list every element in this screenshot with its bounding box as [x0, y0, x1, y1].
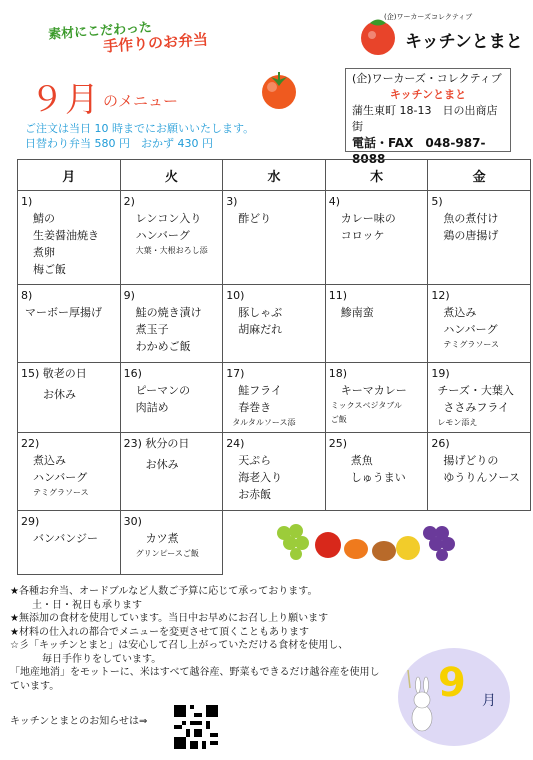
day-label: 19) [431, 367, 450, 380]
day-cell [428, 363, 531, 433]
menu-item: お休み [43, 388, 76, 401]
day-label: 1) [21, 195, 33, 208]
menu-item: カツ煮 [145, 532, 179, 545]
menu-note: テミグラソース [443, 340, 499, 349]
day-cell [325, 285, 428, 363]
day-cell [120, 191, 223, 285]
day-label: 23) 秋分の日 [123, 437, 190, 450]
menu-item: 煮卵 [33, 246, 55, 259]
day-cell [18, 285, 121, 363]
menu-item: レンコン入り [135, 212, 202, 225]
menu-item: 鮭の焼き漬け [135, 306, 202, 319]
badge-unit: 月 [482, 693, 496, 709]
day-label: 22) [21, 437, 40, 450]
menu-item: 天ぷら [238, 454, 272, 467]
day-cell [223, 363, 326, 433]
menu-item: ハンバーグ [33, 471, 88, 484]
week-row [18, 363, 531, 433]
day-label: 26) [431, 437, 450, 450]
logo-subtitle: (企)ワーカーズコレクティブ [384, 13, 473, 21]
tomato-icon [258, 68, 300, 110]
menu-item: ゆうりんソース [443, 471, 520, 484]
menu-item: 肉詰め [135, 401, 169, 414]
day-label: 24) [226, 437, 245, 450]
day-label: 4) [328, 195, 341, 208]
menu-note: テミグラソース [33, 488, 89, 497]
day-label: 15) 敬老の日 [21, 367, 87, 380]
order-notice [25, 121, 254, 151]
week-row [18, 191, 531, 285]
weekday-thu: 木 [325, 160, 428, 191]
contact-phone: 電話・FAX 048-987-8088 [352, 136, 486, 166]
note-line: ★無添加の食材を使用しています。当日中お早めにお召し上り願います [10, 613, 329, 624]
weekday-tue: 火 [120, 160, 223, 191]
day-cell [428, 285, 531, 363]
menu-item: 胡麻だれ [238, 323, 283, 336]
tagline-top: 素材にこだわった [47, 20, 153, 43]
menu-item: 煮魚 [350, 454, 373, 467]
tagline-main: 手作りのお弁当 [102, 30, 209, 56]
week-row [18, 433, 531, 511]
note-line: ☆彡「キッチンとまと」は安心して召し上がっていただける食材を使用し、 [10, 640, 349, 651]
week-row [18, 285, 531, 363]
note-line: ★材料の仕入れの都合でメニューを変更させて頂くこともあります [10, 626, 309, 638]
day-cell [223, 433, 326, 511]
notes-section [10, 585, 380, 693]
day-label: 9) [123, 289, 135, 302]
menu-item: わかめご飯 [135, 340, 191, 353]
menu-item: コロッケ [340, 229, 385, 242]
menu-item: 春巻き [238, 401, 272, 414]
day-cell [325, 433, 428, 511]
menu-item: 鯵南蛮 [340, 306, 374, 319]
menu-item: ハンバーグ [135, 229, 190, 242]
menu-calendar [17, 159, 531, 575]
day-label: 8) [21, 289, 33, 302]
day-label: 12) [431, 289, 450, 302]
day-cell [18, 511, 121, 575]
day-cell [223, 191, 326, 285]
day-cell [325, 191, 428, 285]
menu-item: お赤飯 [238, 488, 272, 501]
day-label: 2) [123, 195, 135, 208]
menu-item: 煮玉子 [135, 323, 169, 336]
day-label: 30) [123, 515, 142, 528]
menu-item: 煮込み [33, 454, 66, 467]
note-line: ています。 [10, 680, 60, 692]
contact-org: (企)ワーカーズ・コレクティブ [352, 72, 502, 85]
day-cell [18, 363, 121, 433]
qr-code-icon[interactable] [174, 705, 218, 749]
menu-item: 生姜醤油焼き [33, 229, 99, 242]
day-label: 16) [123, 367, 142, 380]
menu-item: 魚の煮付け [443, 212, 499, 225]
day-label: 25) [328, 437, 348, 450]
menu-item: ささみフライ [443, 401, 510, 414]
menu-item: バンバンジー [33, 532, 98, 545]
day-label: 18) [328, 367, 348, 380]
fruit-illustration [272, 515, 472, 567]
day-cell [428, 191, 531, 285]
menu-item: 鯖の [33, 212, 55, 225]
menu-note: グリンピースご飯 [135, 549, 199, 558]
menu-label: のメニュー [103, 92, 179, 110]
day-label: 3) [226, 195, 238, 208]
day-label: 17) [226, 367, 245, 380]
day-cell [120, 285, 223, 363]
menu-item: マーボー厚揚げ [25, 306, 102, 319]
logo-name: キッチンとまと [405, 32, 523, 52]
menu-item: 煮込み [443, 306, 477, 319]
weekday-mon: 月 [18, 160, 121, 191]
note-line: 「地産地消」をモットーに、米はすべて越谷産、野菜もできるだけ越谷産を使用し [10, 667, 380, 678]
menu-note: ミックスベジタブル [330, 401, 402, 410]
note-line: 毎日手作りをしています。 [42, 653, 162, 665]
qr-label: キッチンとまとのお知らせは⇒ [10, 716, 148, 727]
menu-note: レモン添え [437, 418, 478, 427]
day-label: 29) [21, 515, 40, 528]
menu-item: 豚しゃぶ [238, 306, 283, 319]
day-cell [120, 511, 223, 575]
day-cell [223, 285, 326, 363]
day-label: 10) [226, 289, 245, 302]
menu-item: 酢どり [238, 212, 272, 225]
menu-item: チーズ・大葉入 [437, 384, 514, 397]
contact-name: キッチンとまと [389, 88, 467, 101]
day-label: 11) [328, 289, 348, 302]
day-cell [325, 363, 428, 433]
rabbit-illustration [404, 668, 438, 738]
menu-item: カレー味の [340, 212, 396, 225]
menu-item: キーマカレー [340, 384, 407, 397]
menu-item: ハンバーグ [443, 323, 498, 336]
menu-item: ピーマンの [135, 384, 191, 397]
menu-item: しゅうまい [350, 471, 406, 484]
day-label: 5) [431, 195, 443, 208]
day-cell [120, 363, 223, 433]
weekday-header-row [18, 160, 531, 191]
menu-item: 鮭フライ [238, 384, 282, 397]
contact-box [345, 68, 511, 166]
menu-note: ご飯 [330, 415, 347, 424]
day-cell [18, 433, 121, 511]
weekday-wed: 水 [223, 160, 326, 191]
menu-item: 揚げどりの [443, 454, 499, 467]
day-cell [428, 433, 531, 511]
badge-number: 9 [438, 660, 466, 706]
price-info: 日替わり弁当 580 円 おかず 430 円 [25, 137, 213, 150]
note-line: 土・日・祝日も承ります [32, 599, 142, 611]
menu-note: タルタルソース添 [232, 418, 296, 427]
week-row [18, 511, 531, 575]
weekday-fri: 金 [428, 160, 531, 191]
day-cell [120, 433, 223, 511]
menu-item: 梅ご飯 [33, 263, 66, 276]
menu-item: お休み [145, 458, 179, 471]
note-line: ★各種お弁当、オードブルなど人数ご予算に応じて承っております。 [10, 586, 318, 597]
contact-address: 蒲生東町 18-13 日の出商店街 [352, 104, 498, 133]
fruit-illustration-cell [223, 511, 531, 575]
menu-note: 大葉・大根おろし添 [135, 246, 208, 255]
menu-month: ９月 [30, 80, 100, 120]
order-deadline: ご注文は当日 10 時までにお願いいたします。 [25, 122, 255, 135]
day-cell [18, 191, 121, 285]
menu-item: 鶏の唐揚げ [443, 229, 499, 242]
menu-item: 海老入り [238, 471, 283, 484]
